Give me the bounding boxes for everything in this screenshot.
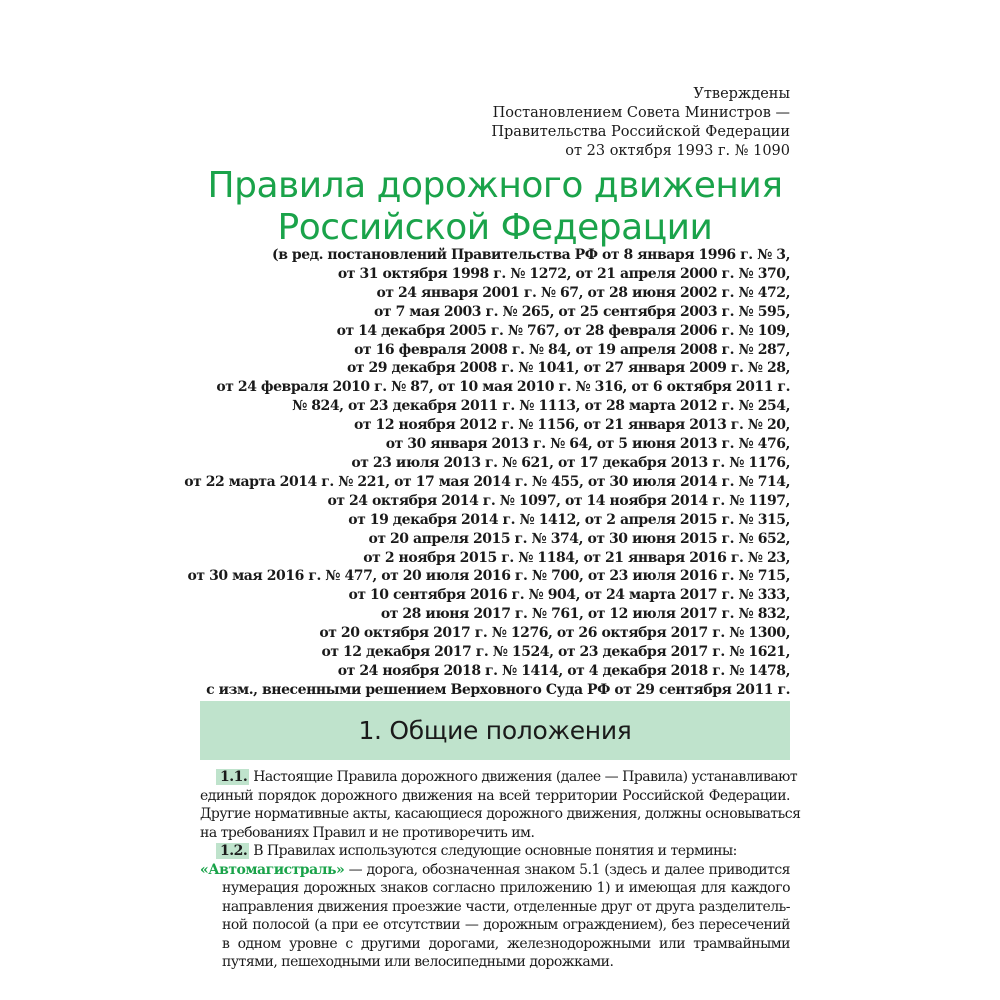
revision-line: от 20 октября 2017 г. № 1276, от 26 октября 2017 г. № 1300,	[319, 625, 790, 642]
section-title: 1. Общие положения	[358, 716, 632, 745]
title-line-2: Российской Федерации	[277, 207, 713, 248]
document-page	[184, 0, 801, 1000]
definition-line: нумерация дорожных знаков согласно приложению 1) и имеющая для каждого	[222, 880, 790, 896]
revision-line: от 12 ноября 2012 г. № 1156, от 21 января 2013 г. № 20,	[354, 417, 790, 434]
clause-text: Настоящие Правила дорожного движения (далее — Правила) устанавливают	[253, 769, 798, 785]
body-text	[200, 768, 801, 972]
definition-line: путями, пешеходными или велосипедными дорожками.	[222, 954, 614, 970]
clause-number: 1.2.	[216, 843, 249, 859]
approval-line: от 23 октября 1993 г. № 1090	[565, 143, 790, 159]
approval-line: Утверждены	[693, 86, 790, 102]
revision-line: № 824, от 23 декабря 2011 г. № 1113, от 28 марта 2012 г. № 254,	[292, 398, 790, 415]
revision-line: от 7 мая 2003 г. № 265, от 25 сентября 2003 г. № 595,	[374, 303, 790, 320]
revision-line: от 23 июля 2013 г. № 621, от 17 декабря 2013 г. № 1176,	[351, 454, 790, 471]
definition-text: — дорога, обозначенная знаком 5.1 (здесь и далее приводится	[344, 861, 790, 878]
approval-block	[491, 85, 790, 161]
paragraph-line: единый порядок дорожного движения на всей территории Российской Федерации.	[200, 787, 790, 804]
definition-term: «Автомагистраль»	[200, 861, 345, 878]
revision-line: от 30 мая 2016 г. № 477, от 20 июля 2016 г. № 700, от 23 июля 2016 г. № 715,	[187, 568, 790, 585]
revision-line: от 24 ноября 2018 г. № 1414, от 4 декабря 2018 г. № 1478,	[337, 662, 790, 679]
revision-line: (в ред. постановлений Правительства РФ от 8 января 1996 г. № 3,	[272, 247, 790, 263]
revision-line: от 16 февраля 2008 г. № 84, от 19 апреля 2008 г. № 287,	[354, 341, 790, 358]
revision-line: от 14 декабря 2005 г. № 767, от 28 февраля 2006 г. № 109,	[336, 322, 790, 339]
paragraph-line: на требованиях Правил и не противоречить им.	[200, 824, 535, 841]
revisions-list	[184, 246, 790, 719]
revision-line: с изм., внесенными решением Верховного Суда РФ от 29 сентября 2011 г.	[206, 681, 790, 698]
revision-line: от 31 октября 1998 г. № 1272, от 21 апреля 2000 г. № 370,	[337, 265, 790, 282]
definition-first-line	[200, 861, 790, 880]
revision-line: от 24 января 2001 г. № 67, от 28 июня 2002 г. № 472,	[376, 284, 790, 301]
revision-line: от 20 апреля 2015 г. № 374, от 30 июня 2015 г. № 652,	[368, 530, 790, 547]
paragraph-1-1-first-line	[200, 768, 798, 787]
section-header	[200, 701, 790, 760]
approval-line: Правительства Российской Федерации	[491, 124, 790, 140]
revision-line: от 2 ноября 2015 г. № 1184, от 21 января 2016 г. № 23,	[363, 549, 790, 566]
revision-line: от 10 сентября 2016 г. № 904, от 24 марта 2017 г. № 333,	[348, 587, 790, 604]
title-line-1: Правила дорожного движения	[207, 165, 783, 206]
revision-line: от 30 января 2013 г. № 64, от 5 июня 2013 г. № 476,	[385, 436, 790, 453]
revision-line: от 12 декабря 2017 г. № 1524, от 23 декабря 2017 г. № 1621,	[321, 644, 790, 661]
revision-line: от 28 июня 2017 г. № 761, от 12 июля 2017 г. № 832,	[380, 606, 790, 623]
clause-text: В Правилах используются следующие основные понятия и термины:	[253, 843, 737, 859]
document-title	[200, 165, 790, 249]
revision-line: от 24 октября 2014 г. № 1097, от 14 ноября 2014 г. № 1197,	[327, 492, 790, 509]
revision-line: от 24 февраля 2010 г. № 87, от 10 мая 2010 г. № 316, от 6 октября 2011 г.	[216, 379, 790, 396]
clause-number: 1.1.	[216, 769, 249, 785]
definition-line: в одном уровне с другими дорогами, железнодорожными или трамвайными	[222, 935, 790, 952]
revision-line: от 19 декабря 2014 г. № 1412, от 2 апреля 2015 г. № 315,	[348, 511, 790, 528]
paragraph-line: Другие нормативные акты, касающиеся дорожного движения, должны основываться	[200, 806, 801, 822]
approval-line: Постановлением Совета Министров —	[492, 105, 790, 121]
revision-line: от 22 марта 2014 г. № 221, от 17 мая 2014 г. № 455, от 30 июля 2014 г. № 714,	[184, 473, 790, 490]
revision-line: от 29 декабря 2008 г. № 1041, от 27 января 2009 г. № 28,	[346, 360, 790, 377]
paragraph-1-2	[200, 842, 790, 861]
definition-line: направления движения проезжие части, отделенные друг от друга разделитель-	[222, 898, 790, 915]
definition-line: ной полосой (а при ее отсутствии — дорожным ограждением), без пересечений	[222, 917, 790, 933]
